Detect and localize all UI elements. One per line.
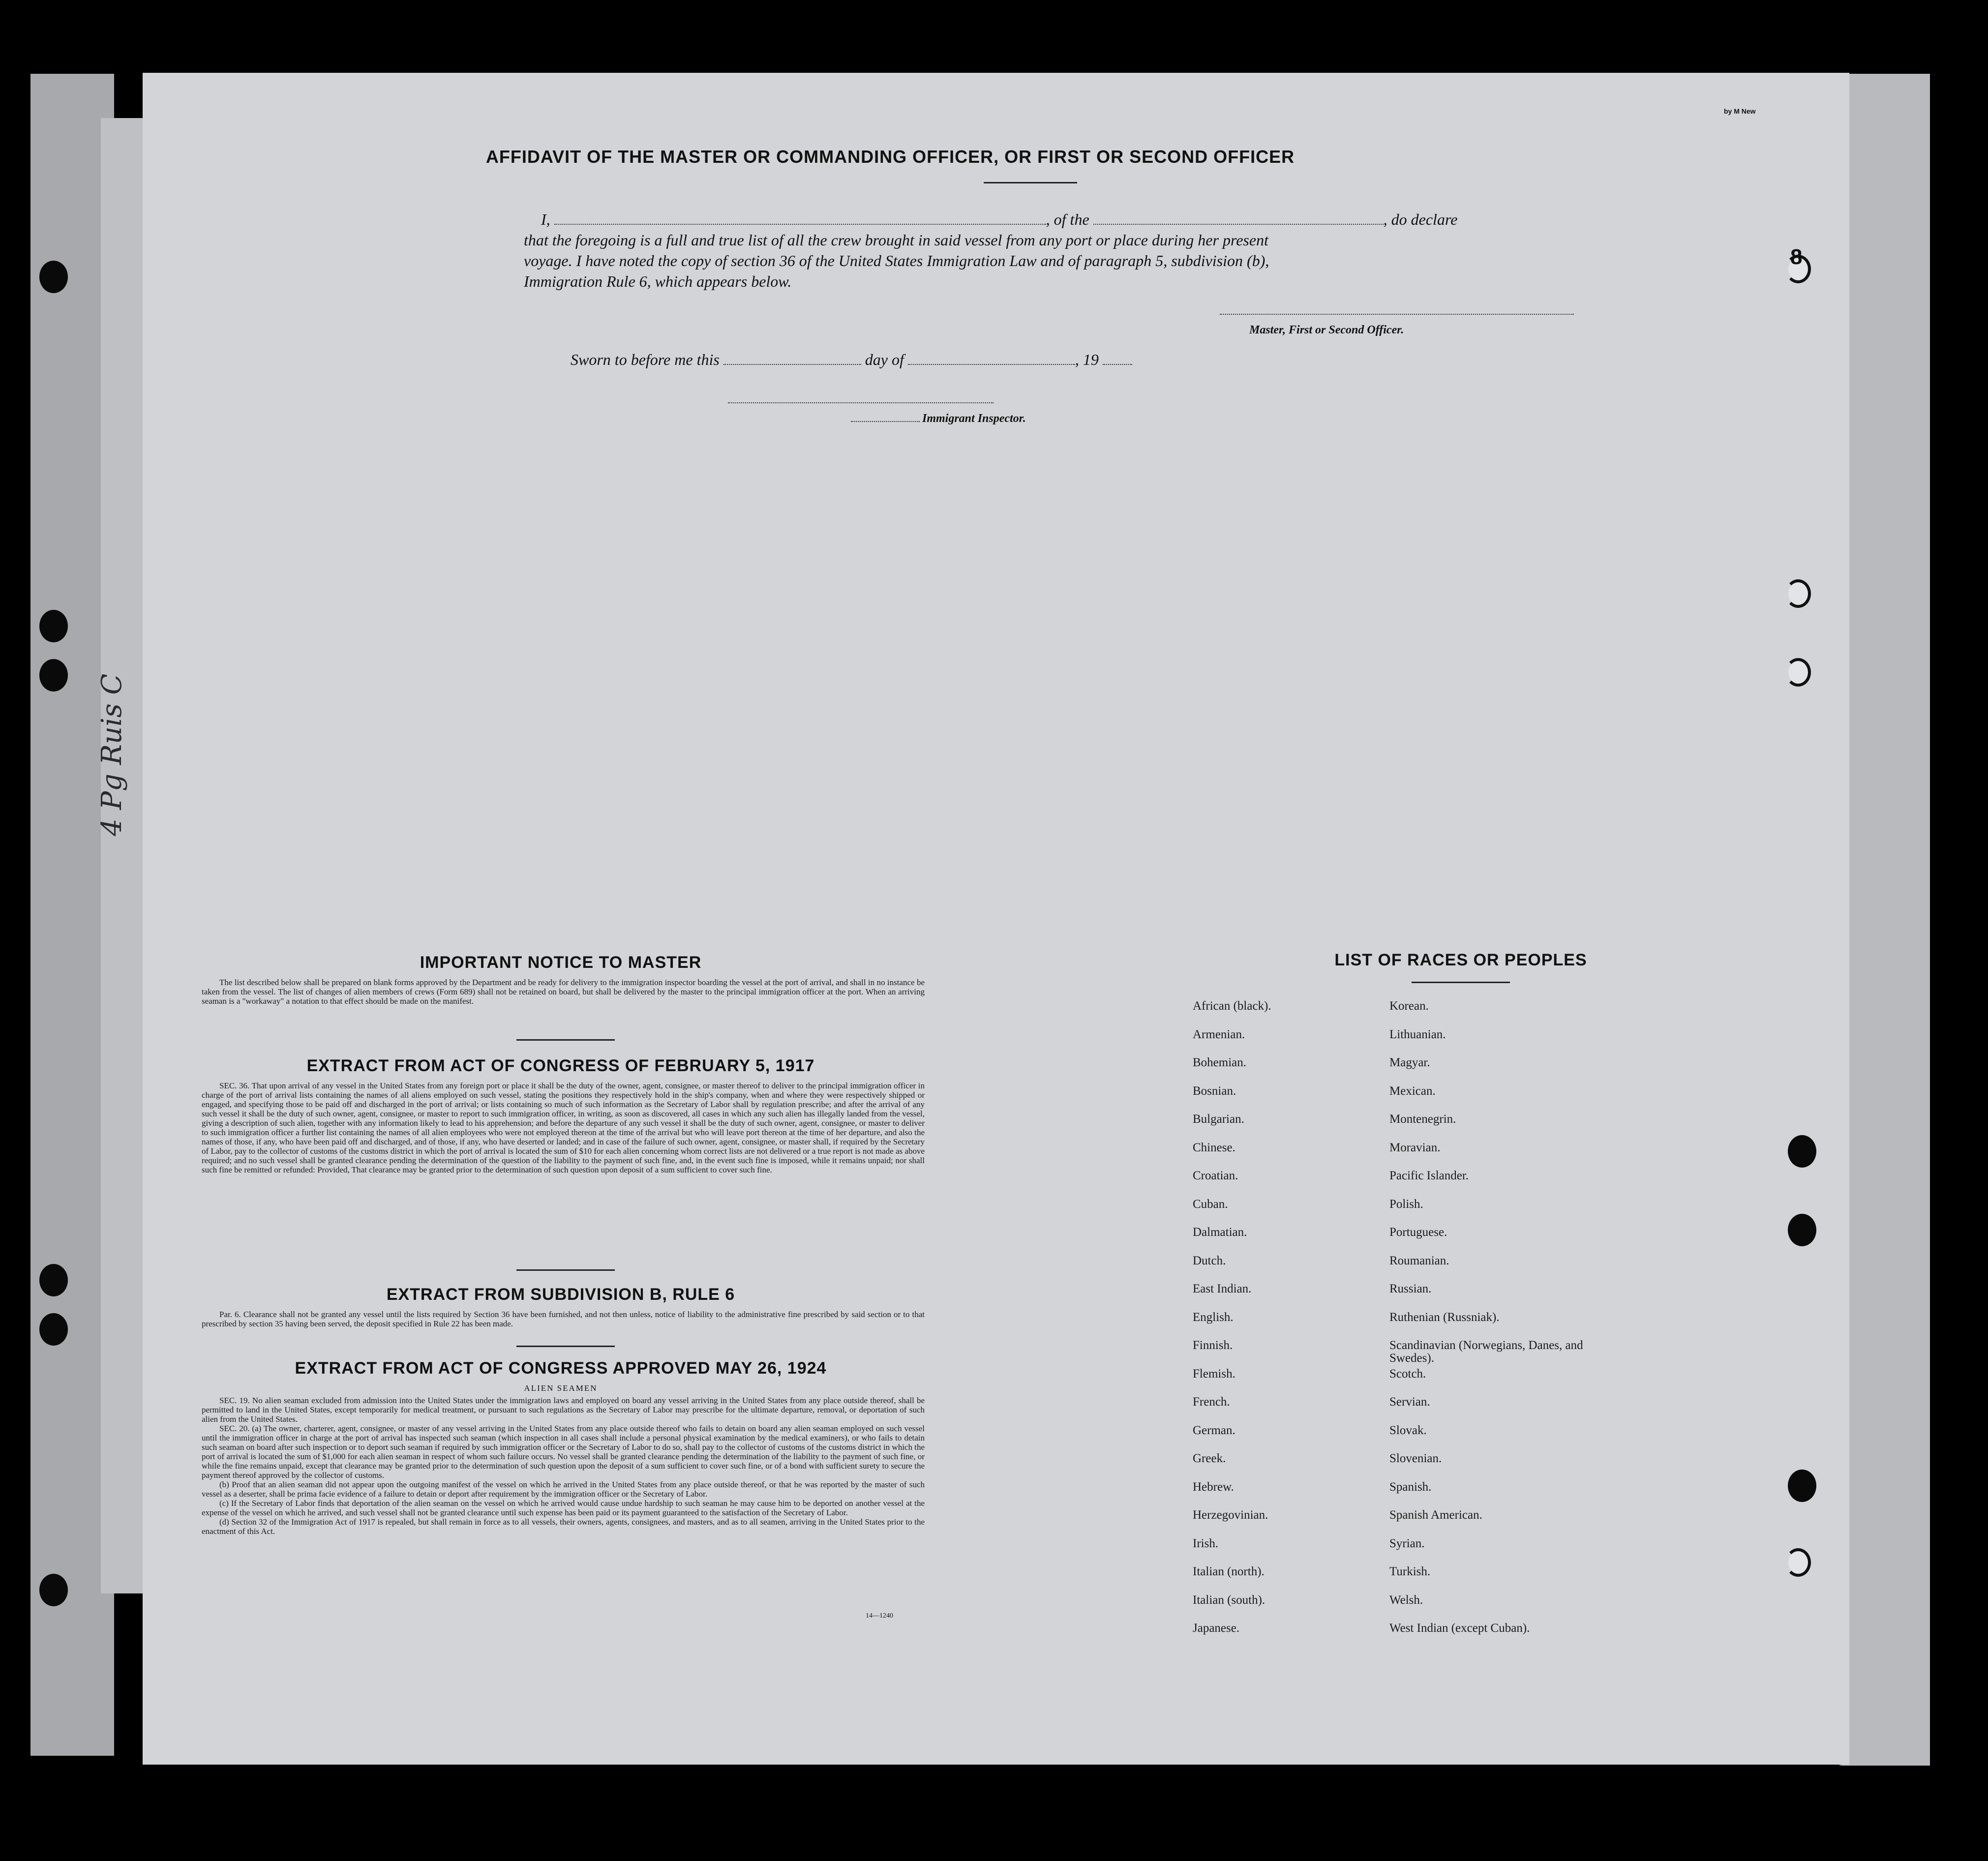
race-item: Ruthenian (Russniak). xyxy=(1389,1310,1500,1324)
race-item: Moravian. xyxy=(1389,1141,1441,1154)
extract-1924-paragraph: (d) Section 32 of the Immigration Act of 1917 is repealed, but shall remain in force as to all vessels, their owners, agents, consignees, and masters, and as to all seamen, arriving in the United States prior to the enactment of this Act. xyxy=(202,1517,925,1536)
section-rule xyxy=(516,1346,615,1347)
punch-hole xyxy=(39,261,68,293)
race-item: East Indian. xyxy=(1193,1282,1252,1295)
race-item: Dalmatian. xyxy=(1193,1226,1247,1239)
race-item: Scandinavian (Norwegians, Danes, and Swedes). xyxy=(1389,1339,1583,1365)
signature-blank[interactable] xyxy=(1220,314,1574,315)
margin-handwriting: 4 Pg Ruis C xyxy=(96,673,128,836)
underlying-sheet-right xyxy=(1839,74,1930,1766)
corner-note: by M New xyxy=(1724,107,1756,115)
of-the-label: , of the xyxy=(1046,210,1089,228)
races-left-column xyxy=(1193,1000,1380,1651)
race-item: Chinese. xyxy=(1193,1141,1235,1154)
punch-hole xyxy=(1788,1470,1816,1502)
race-item: Magyar. xyxy=(1389,1056,1430,1069)
races-right-column xyxy=(1389,1000,1596,1651)
extract-1924-paragraph: SEC. 19. No alien seaman excluded from admission into the United States under the immigration laws and employed on board any vessel arriving in the United States from any place outside thereof, shall be permitted to land in the United States, except temporarily for medical treatment, or pursuant to such regulations as the Secretary of Labor may prescribe for the ultimate departure, removal, or deportation of such alien from the United States. xyxy=(202,1396,925,1424)
race-item: Polish. xyxy=(1389,1197,1423,1211)
race-item: Italian (south). xyxy=(1193,1593,1265,1607)
year-label: , 19 xyxy=(1075,351,1099,368)
punch-hole xyxy=(1785,658,1811,687)
title-rule xyxy=(984,182,1077,183)
punch-hole xyxy=(1785,579,1811,608)
page-number-stamp: 8 xyxy=(1790,245,1803,269)
punch-hole xyxy=(39,1264,68,1296)
race-item: Japanese. xyxy=(1193,1621,1240,1635)
extract-1924-paragraph: SEC. 20. (a) The owner, charterer, agent, consignee, or master of any vessel arriving in the United States from any place outside thereof who fails to detain on board any alien seaman employed on such vessel until the immigration officer in charge at the port of arrival has inspected such seaman (which inspection in all cases shall include a personal physical examination by the medical examiners), or who fails to detain such seaman on board after such inspection or to deport such seaman if required by such immigration officer or the Secretary of Labor to do so, shall pay to the collector of customs of the customs district in which the port of arrival is located the sum of $1,000 for each alien seaman in respect of whom such failure occurs. No vessel shall be granted clearance pending the determination of the liability to the payment of such fine, or while the fine remains unpaid, except that clearance may be granted prior to the determination of such question upon the deposit of a sum sufficient to cover such fine, or of a bond with sufficient surety to secure the payment thereof approved by the collector of customs. xyxy=(202,1424,925,1480)
punch-hole xyxy=(39,659,68,691)
race-item: Cuban. xyxy=(1193,1197,1228,1211)
affidavit-body-line2: voyage. I have noted the copy of section 36 of the United States Immigration Law and of paragraph 5, subdivision (b), xyxy=(524,252,1269,270)
race-item: Welsh. xyxy=(1389,1593,1423,1607)
race-item: Korean. xyxy=(1389,999,1429,1013)
punch-hole xyxy=(39,610,68,642)
notice-paragraph: The list described below shall be prepared on blank forms approved by the Department and be ready for delivery to the immigration inspector boarding the vessel at the port of arrival, and shall in no instance be taken from the vessel. The list of changes of alien members of crews (Form 689) shall not be retained on board, but shall be delivered by the master to the principal immigration officer at the port. When an arriving seaman is a "workaway" a notation to that effect should be made on the manifest. xyxy=(202,978,925,1006)
extract-1917-title: EXTRACT FROM ACT OF CONGRESS OF FEBRUARY 5, 1917 xyxy=(306,1056,815,1075)
race-item: Spanish American. xyxy=(1389,1508,1482,1522)
race-item: Greek. xyxy=(1193,1452,1226,1465)
notice-title: IMPORTANT NOTICE TO MASTER xyxy=(420,953,702,972)
affidavit-body-line3: Immigration Rule 6, which appears below. xyxy=(524,272,792,290)
inspector-caption: Immigrant Inspector. xyxy=(922,412,1026,425)
race-item: Dutch. xyxy=(1193,1254,1226,1267)
extract-1924-paragraph: (c) If the Secretary of Labor finds that deportation of the alien seaman on the vessel on which he arrived would cause undue hardship to such seaman he may cause him to be deported on another vessel at the expense of the vessel on which he arrived, and such vessel shall not be granted clearance until such expense has been paid or its payment guaranteed to the satisfaction of the Secretary of Labor. xyxy=(202,1499,925,1517)
race-item: German. xyxy=(1193,1423,1235,1437)
day-of-label: day of xyxy=(865,351,904,368)
race-item: Slovenian. xyxy=(1389,1452,1442,1465)
race-item: English. xyxy=(1193,1310,1234,1324)
month-blank[interactable] xyxy=(908,364,1075,365)
race-item: Croatian. xyxy=(1193,1169,1238,1182)
race-item: Bohemian. xyxy=(1193,1056,1247,1069)
extract-1917-text xyxy=(202,1081,925,1174)
notice-text xyxy=(202,978,925,1006)
race-item: Pacific Islander. xyxy=(1389,1169,1469,1182)
race-item: Servian. xyxy=(1389,1395,1430,1409)
race-item: Montenegrin. xyxy=(1389,1112,1456,1126)
race-item: Lithuanian. xyxy=(1389,1027,1446,1041)
vessel-blank[interactable] xyxy=(1093,224,1384,225)
race-item: Portuguese. xyxy=(1389,1226,1447,1239)
alien-seamen-subtitle: ALIEN SEAMEN xyxy=(524,1383,598,1393)
punch-hole xyxy=(1785,1548,1811,1577)
extract-rule6-text xyxy=(202,1310,925,1328)
race-item: Turkish. xyxy=(1389,1565,1431,1578)
race-item: Bosnian. xyxy=(1193,1084,1236,1098)
inspector-blank-2[interactable] xyxy=(851,421,920,422)
section-rule xyxy=(516,1269,615,1271)
year-blank[interactable] xyxy=(1103,364,1132,365)
i-label: I, xyxy=(541,210,550,228)
race-item: Italian (north). xyxy=(1193,1565,1265,1578)
race-item: West Indian (except Cuban). xyxy=(1389,1621,1530,1635)
race-item: Spanish. xyxy=(1389,1480,1432,1494)
extract-1917-paragraph: SEC. 36. That upon arrival of any vessel in the United States from any foreign port or place it shall be the duty of the owner, agent, consignee, or master thereof to deliver to the principal immigration officer in charge of the port of arrival lists containing the names of all aliens employed on such vessel, stating the positions they respectively hold in the ship's company, when and where they were respectively shipped or engaged, and specifying those to be paid off and discharged in the port of arrival; or lists containing so much of such information as the Secretary of Labor shall by regulation prescribe; and after the arrival of any such vessel it shall be the duty of such owner, agent, consignee, or master to report to such immigration officer, in writing, as soon as discovered, all cases in which any such alien has illegally landed from the vessel, giving a description of such alien, together with any information likely to lead to his apprehension; and before the departure of any such vessel it shall be the duty of such owner, agent, consignee, or master to deliver to such immigration officer a further list containing the names of all alien employees who were not employed thereon at the time of the arrival but who will leave port thereon at the time of her departure, and also the names of those, if any, who have been paid off and discharged, and of those, if any, who have deserted or landed; and in case of the failure of such owner, agent, consignee, or master shall, if required by the Secretary of Labor, pay to the collector of customs of the customs district in which the port of arrival is located the sum of $10 for each alien concerning whom correct lists are not delivered or a true report is not made as above required; and no such vessel shall be granted clearance pending the determination of the question of the liability to the payment of such fine, and, in the event such fine is imposed, while it remains unpaid; nor shall such fine be remitted or refunded: Provided, That clearance may be granted prior to the determination of such question upon deposit of a sum sufficient to cover such fine. xyxy=(202,1081,925,1174)
race-item: Slovak. xyxy=(1389,1423,1427,1437)
punch-hole xyxy=(39,1574,68,1606)
affidavit-title: AFFIDAVIT OF THE MASTER OR COMMANDING OFFICER, OR FIRST OR SECOND OFFICER xyxy=(485,147,1295,167)
races-title-rule xyxy=(1412,982,1510,983)
race-item: Syrian. xyxy=(1389,1536,1425,1550)
section-rule xyxy=(516,1039,615,1041)
race-item: African (black). xyxy=(1193,999,1271,1013)
race-item: Irish. xyxy=(1193,1536,1219,1550)
extract-rule6-paragraph: Par. 6. Clearance shall not be granted any vessel until the lists required by Section 36 have been furnished, and not then unless, notice of liability to the administrative fine prescribed by said section or to that prescribed by section 35 having been served, the deposit specified in Rule 22 has been made. xyxy=(202,1310,925,1328)
name-blank[interactable] xyxy=(554,224,1046,225)
extract-1924-text xyxy=(202,1396,925,1536)
do-declare-label: , do declare xyxy=(1383,210,1458,228)
affidavit-first-line xyxy=(541,210,1623,229)
punch-hole xyxy=(1788,1214,1816,1246)
sworn-label: Sworn to before me this xyxy=(571,351,720,368)
form-number: 14—1240 xyxy=(866,1612,893,1620)
sworn-line xyxy=(571,351,1357,369)
race-item: Scotch. xyxy=(1389,1367,1426,1381)
race-item: Mexican. xyxy=(1389,1084,1436,1098)
race-item: Herzegovinian. xyxy=(1193,1508,1268,1522)
affidavit-body-line1: that the foregoing is a full and true list of all the crew brought in said vessel from any port or place during her present xyxy=(524,231,1268,249)
race-item: Roumanian. xyxy=(1389,1254,1449,1267)
extract-1924-title: EXTRACT FROM ACT OF CONGRESS APPROVED MAY 26, 1924 xyxy=(295,1359,827,1378)
race-item: Armenian. xyxy=(1193,1027,1245,1041)
race-item: Bulgarian. xyxy=(1193,1112,1244,1126)
extract-1924-paragraph: (b) Proof that an alien seaman did not appear upon the outgoing manifest of the vessel on which he arrived in the United States from any place outside thereof, or that he was reported by the master of such vessel as a deserter, shall be prima facie evidence of a failure to detain or deport after requirement by the immigration officer or the Secretary of Labor. xyxy=(202,1480,925,1499)
punch-hole xyxy=(1788,1135,1816,1168)
race-item: Russian. xyxy=(1389,1282,1432,1295)
form-page xyxy=(143,73,1849,1765)
race-item: French. xyxy=(1193,1395,1230,1409)
punch-hole xyxy=(39,1313,68,1346)
races-title: LIST OF RACES OR PEOPLES xyxy=(1334,951,1587,969)
day-blank[interactable] xyxy=(723,364,861,365)
race-item: Finnish. xyxy=(1193,1339,1233,1352)
race-item: Flemish. xyxy=(1193,1367,1235,1381)
inspector-signature-blank[interactable] xyxy=(728,402,994,403)
race-item: Hebrew. xyxy=(1193,1480,1234,1494)
extract-rule6-title: EXTRACT FROM SUBDIVISION B, RULE 6 xyxy=(386,1285,735,1304)
signature-caption: Master, First or Second Officer. xyxy=(1249,324,1404,336)
